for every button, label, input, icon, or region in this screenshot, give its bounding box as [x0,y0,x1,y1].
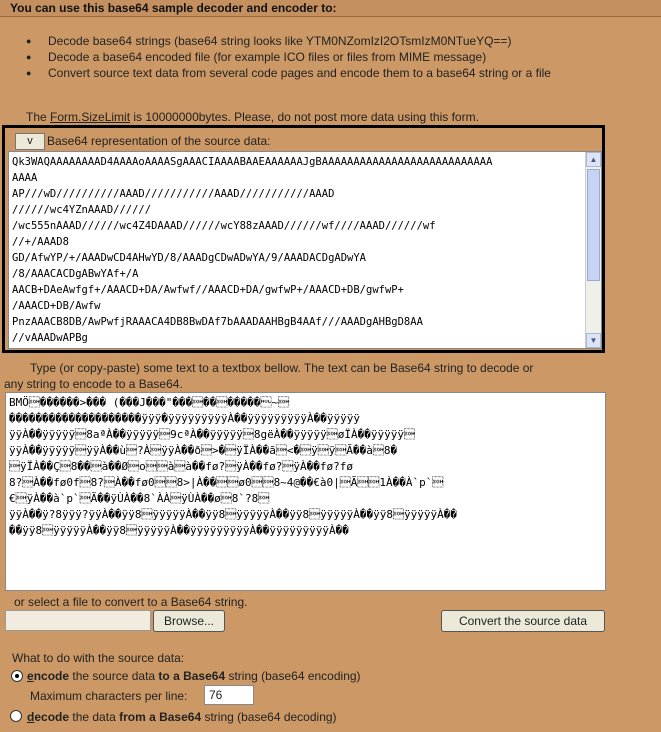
decode-post: string (base64 decoding) [201,710,337,724]
decode-accesskey: d [27,710,35,724]
base64-output-text: Qk3WAQAAAAAAAAD4AAAAoAAAASgAAACIAAAABAAEAAAAAAJgBAAAAAAAAAAAAAAAAAAAAAAAAAAA AAAA AP///wD//////////AAAD///////////AAAD///////////AAAD //////wc4YZnAAAD////// /wc555nAAAD//////wc4Z4DAAAD//////wcY88zAAAD//////wf////AAAD//////wf //+/AAAD8 GD/AfwYP/+/AAADwCD4AHwYD/8/AAADgCDwADwYA/9/AAADACDgADwYA /8/AAACACDgABwYAf+/A AACB+DAeAwfgf+/AAACD+DA/Awfwf//AAACD+DA/gwfwP+/AAACD+DB/gwfwP+ /AAACD+DB/Awfw PnzAAACB8DB/AwPwfjRAAACA4DB8BwDAf7bAAADAAHBgB4AAf///AAADgAHBgD8AA //vAAADwAPBg [12,156,493,344]
scroll-down-icon[interactable]: ▼ [586,333,601,348]
scroll-thumb[interactable] [587,169,600,281]
encode-bold: to a Base64 [158,669,226,683]
size-limit-note [26,110,479,124]
base64-scrollbar[interactable] [585,152,601,348]
decode-option-label[interactable] [27,710,337,724]
encode-accesskey: e [27,669,34,683]
decode-word: ecode [34,710,70,724]
base64-output-textarea[interactable] [8,151,602,349]
file-select-label: or select a file to convert to a Base64 string. [14,595,248,609]
instructions-line-2: any string to encode to a Base64. [4,377,183,391]
max-chars-input[interactable]: 76 [204,685,254,705]
scroll-up-icon[interactable]: ▲ [586,152,601,167]
form-sizelimit-link[interactable]: Form.SizeLimit [50,110,131,124]
feature-item: ● Decode a base64 encoded file (for example ICO files or files from MIME message) [26,49,551,65]
decode-radio[interactable] [10,710,22,722]
convert-button[interactable]: Convert the source data [441,610,605,632]
encode-option-label[interactable] [27,669,361,683]
decode-bold: from a Base64 [119,710,202,724]
page-header: You can use this base64 sample decoder and encoder to: [0,0,661,17]
input-instructions [4,360,604,392]
limit-suffix: is 10000000bytes. Please, do not post more data using this form. [130,110,479,124]
encode-post: string (base64 encoding) [225,669,361,683]
limit-prefix: The [26,110,51,124]
encode-word: ncode [33,669,70,683]
collapse-toggle-button[interactable]: v [15,133,45,150]
browse-button[interactable]: Browse... [153,610,225,632]
encode-mid: the source data [69,669,159,683]
feature-list [26,33,551,81]
source-text-input[interactable] [5,392,606,591]
max-chars-label: Maximum characters per line: [30,689,188,703]
feature-item: ● Convert source text data from several code pages and encode them to a base64 string or a file [26,65,551,81]
source-text-content: BMÖ������>��� (���J���"���������� ~ ��������������������ÿÿÿ�ÿÿÿÿÿÿÿÿÿÀ��ÿÿÿÿÿÿÿÿÿÀ��ÿÿÿÿÿ ÿÿÀ��ÿÿÿÿÿ8aªÀ��ÿÿÿÿÿ9cªÀ��ÿÿÿÿÿ8gëÀ��ÿÿÿÿÿøÏÀ��ÿÿÿÿÿ ÿÿÀ��ÿÿÿÿÿÿÿÀ��ù?ÀÿÿÀ��ð>�ÿÏÀ��ã<�ÿÿÃ��à8� ÿÏÀ��Ç8��à��Øoàà��fø?ÿÀ��fø?ÿÀ��fø?fø 8?À��fø0f8?À��fø08>|À��ø08~4@��€à0|Ã1À��À`p` €ÿÀ��à`p`Ã��ÿÙÀ��8`ÀÀÿÙÀ��ø8`?8 ÿÿÀ��ÿ?8ÿÿÿ?ÿÿÀ��ÿÿ8ÿÿÿÿÿÀ��ÿÿ8ÿÿÿÿÿÀ��ÿÿ8ÿÿÿÿÿÀ��ÿÿ8ÿÿÿÿÿÀ�� ��ÿÿ8ÿÿÿÿÿÀ��ÿÿ8ÿÿÿÿÿÀ��ÿÿÿÿÿÿÿÿÿÀ��ÿÿÿÿÿÿÿÿÿÀ�� [9,396,457,537]
file-path-input[interactable] [5,610,151,631]
instructions-line-1: Type (or copy-paste) some text to a textbox bellow. The text can be Base64 string to decode or [30,361,534,375]
decode-mid: the data [69,710,120,724]
feature-item: ● Decode base64 strings (base64 string looks like YTM0NZomIzI2OTsmIzM0NTueYQ==) [26,33,551,49]
base64-panel [2,125,605,353]
base64-panel-legend: Base64 representation of the source data: [47,134,271,148]
options-title: What to do with the source data: [12,651,185,665]
encode-radio[interactable] [11,670,23,682]
